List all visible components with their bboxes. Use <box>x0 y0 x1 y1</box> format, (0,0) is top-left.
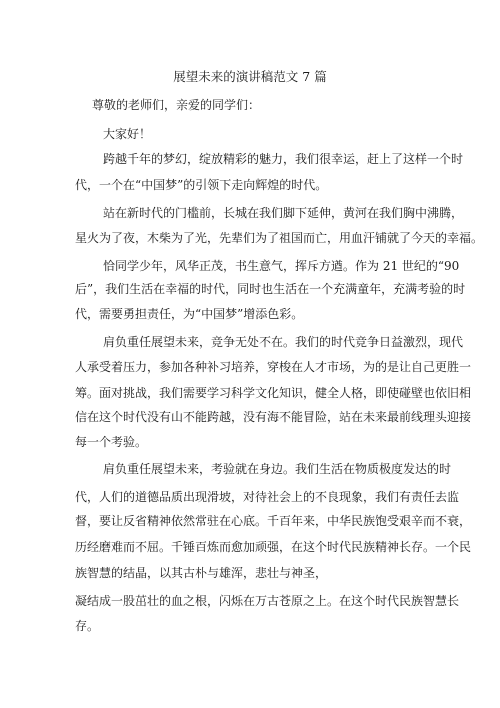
paragraph-line: 每一个考验。 <box>75 435 148 449</box>
paragraph-line: 恰同学少年，风华正茂，书生意气，挥斥方遒。作为 21 世纪的“90 <box>103 259 460 273</box>
paragraph-line: 代，需要勇担责任，为“中国梦”增添色彩。 <box>75 307 304 321</box>
paragraph-line: 存。 <box>75 619 100 633</box>
paragraph-line: 历经磨难而不屈。千锤百炼而愈加顽强，在这个时代民族精神长存。一个民 <box>75 540 472 554</box>
paragraph-line: 人承受着压力，参加各种补习培养，穿梭在人才市场，为的是让自己更胜一 <box>75 360 472 374</box>
paragraph-line: 族智慧的结晶，以其古朴与雄浑，悲壮与神圣， <box>75 566 328 580</box>
paragraph-line: 督，要让反省精神依然常驻在心底。千百年来，中华民族饱受艰辛而不衰， <box>75 514 472 528</box>
paragraph-line: 站在新时代的门槛前，长城在我们脚下延伸，黄河在我们胸中沸腾， <box>103 206 464 220</box>
salutation: 尊敬的老师们，亲爱的同学们： <box>92 98 261 112</box>
paragraph-line: 筹。面对挑战，我们需要学习科学文化知识，健全人格，即使碰壁也依旧相 <box>75 386 472 400</box>
greeting: 大家好！ <box>103 127 152 141</box>
paragraph-line: 肩负重任展望未来，竞争无处不在。我们的时代竞争日益激烈，现代 <box>103 335 464 349</box>
paragraph-line: 星火为了夜，木柴为了光，先辈们为了祖国而亡，用血汗铺就了今天的幸福。 <box>75 231 484 245</box>
paragraph-line: 代，一个在“中国梦”的引领下走向辉煌的时代。 <box>75 178 328 192</box>
paragraph-line: 信在这个时代没有山不能跨越，没有海不能冒险，站在未来最前线理头迎接 <box>75 410 472 424</box>
paragraph-line: 凝结成一股茁壮的血之根，闪烁在万古苍原之上。在这个时代民族智慧长 <box>75 594 460 608</box>
paragraph-line: 代，人们的道德品质出现滑坡，对待社会上的不良现象，我们有责任去监 <box>75 490 460 504</box>
paragraph-line: 后”，我们生活在幸福的时代，同时也生活在一个充满童年，充满考验的时 <box>75 282 466 296</box>
document-title: 展望未来的演讲稿范文 7 篇 <box>173 69 327 84</box>
paragraph-line: 跨越千年的梦幻，绽放精彩的魅力，我们很幸运，赶上了这样一个时 <box>103 152 464 166</box>
paragraph-line: 肩负重任展望未来，考验就在身边。我们生活在物质极度发达的时 <box>103 462 452 476</box>
